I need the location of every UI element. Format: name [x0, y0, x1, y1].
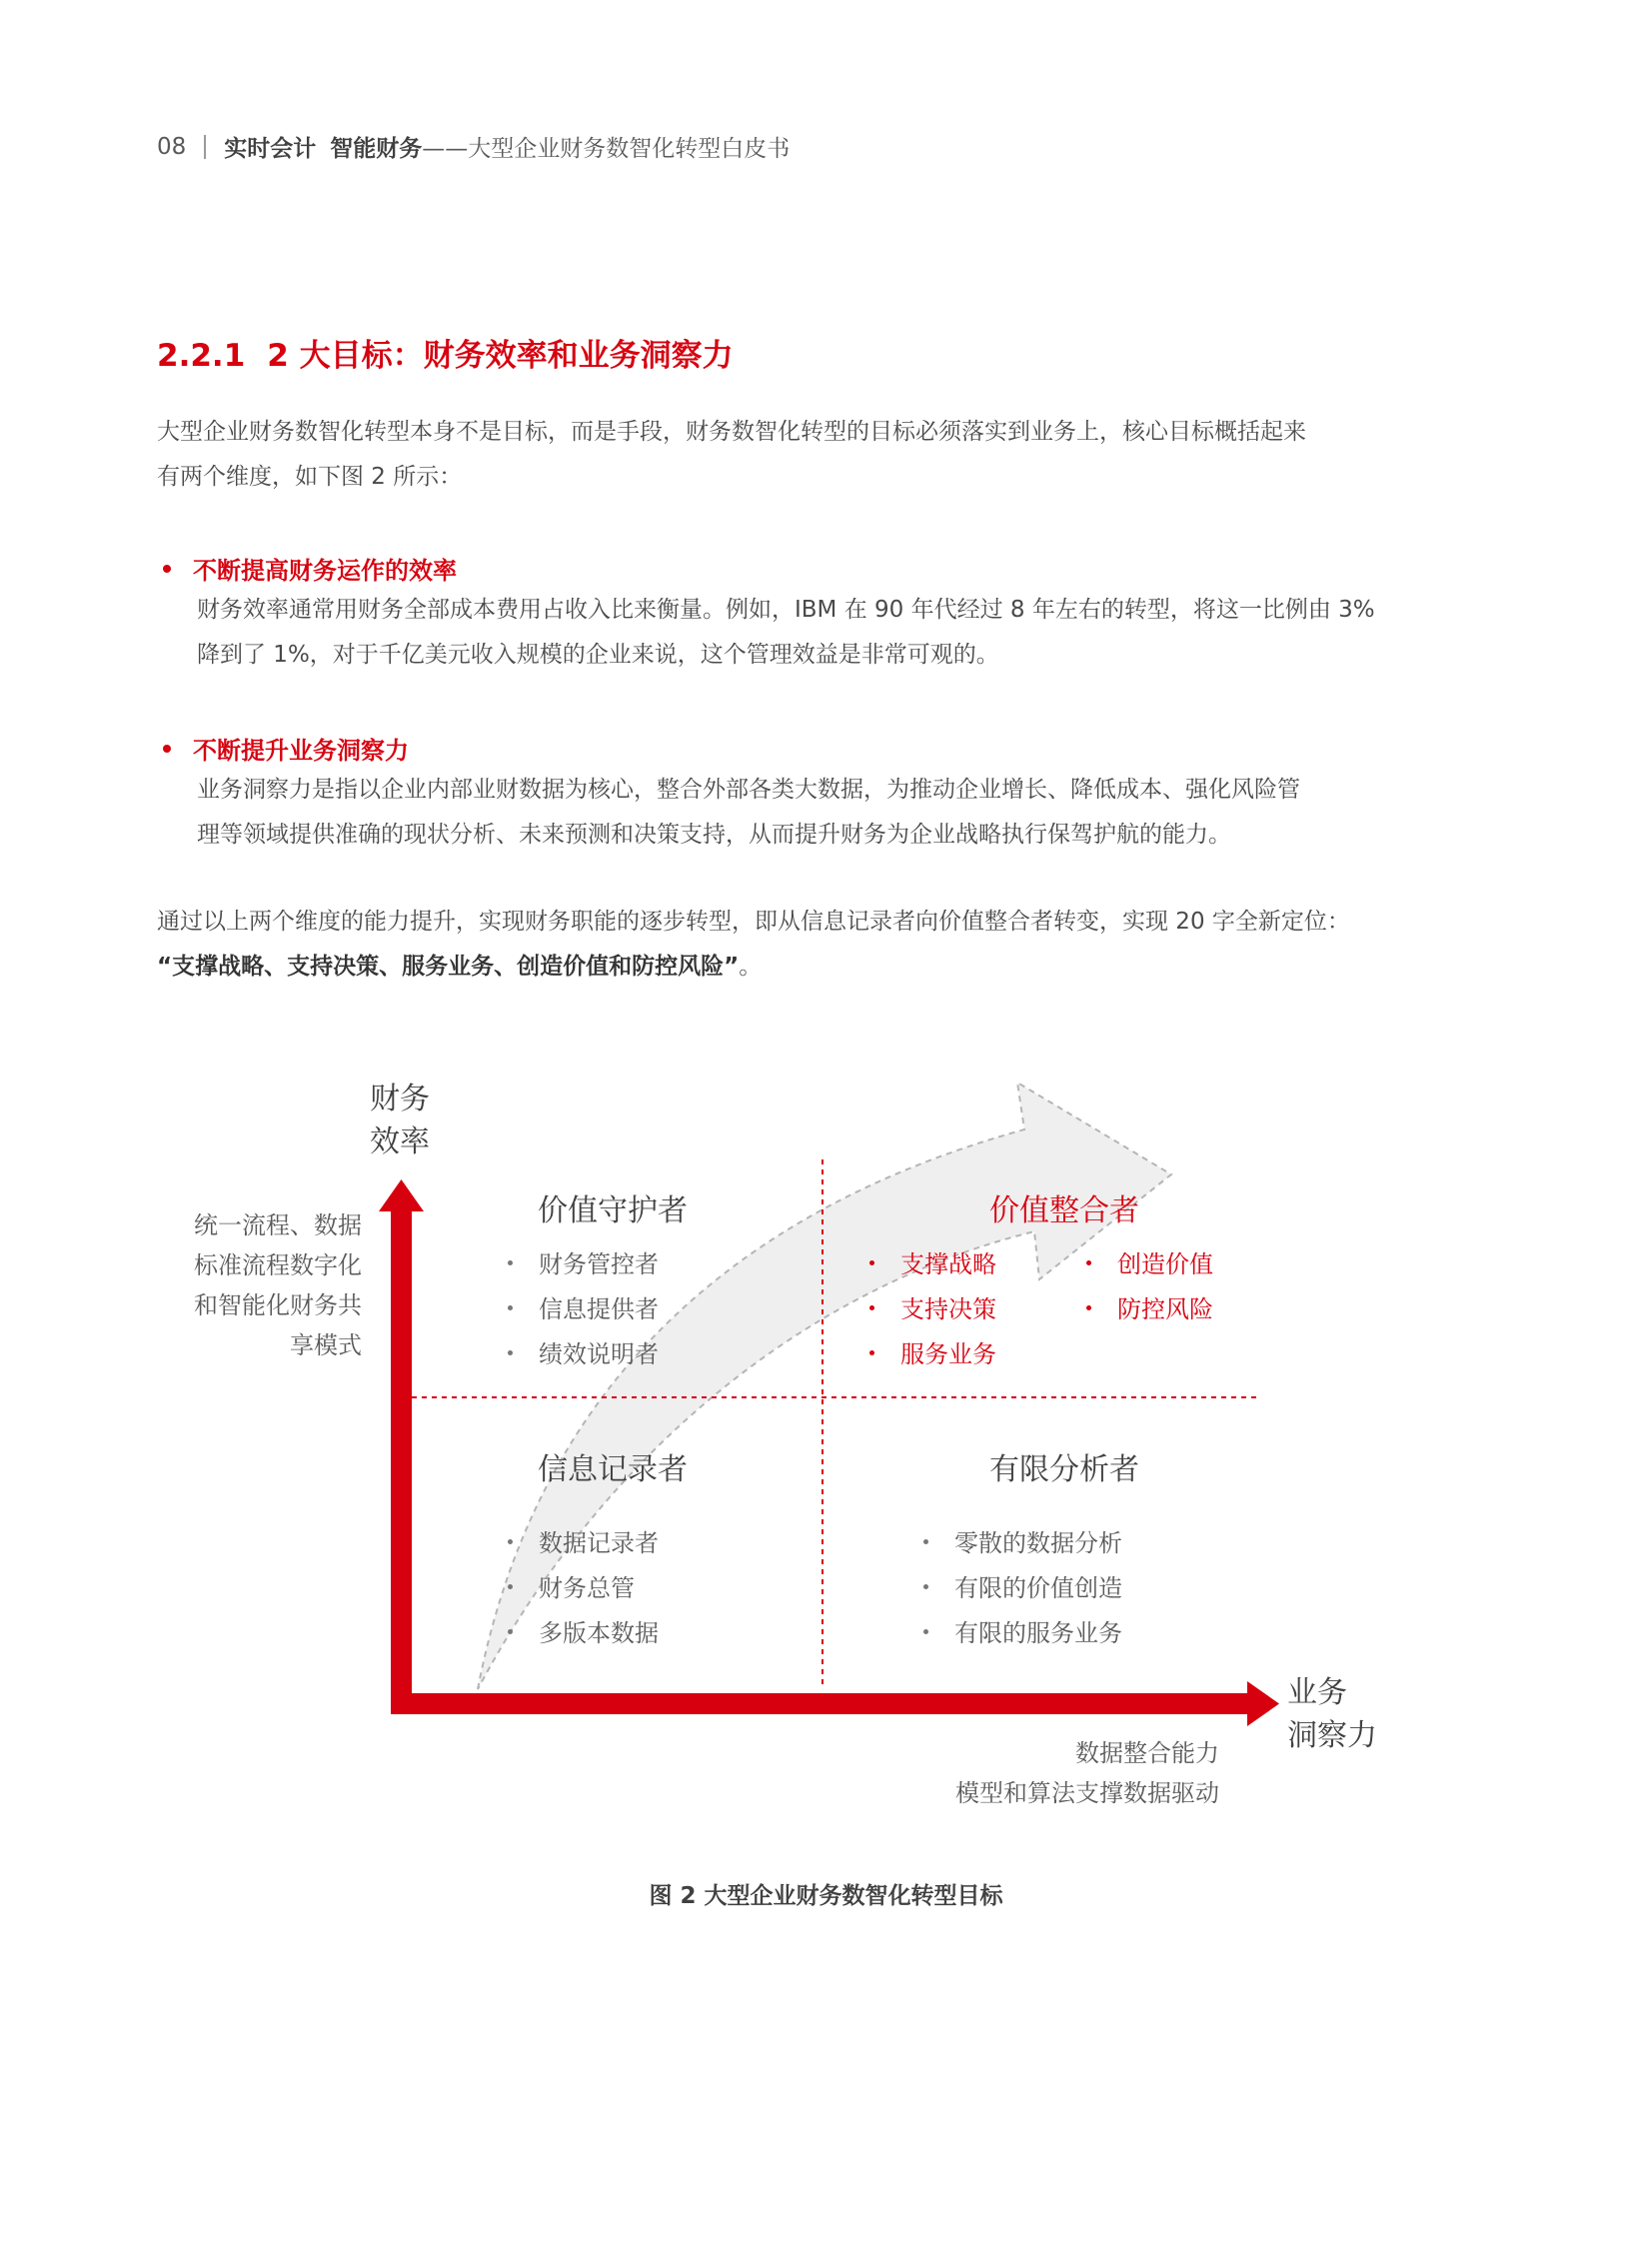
bullet-body-insight [197, 768, 1456, 858]
quadrant-title-limited-analyst: 有限分析者 [989, 1452, 1139, 1487]
header-divider [204, 135, 206, 159]
list-item: 信息提供者 [508, 1287, 659, 1332]
x-axis-label: 业务 洞察力 [1287, 1675, 1377, 1753]
y-axis-arrowhead [379, 1179, 424, 1211]
quadrant-list-info-recorder [508, 1521, 659, 1656]
conclusion-line-1: 通过以上两个维度的能力提升，实现财务职能的逐步转型，即从信息记录者向价值整合者转变，实现 20 字全新定位： [157, 909, 1350, 935]
intro-line-1: 大型企业财务数智化转型本身不是目标，而是手段，财务数智化转型的目标必须落实到业务上，核心目标概括起来 [157, 419, 1306, 445]
intro-paragraph [157, 410, 1476, 500]
quadrant-title-value-guardian: 价值守护者 [538, 1193, 688, 1228]
x-axis-arrowhead [1247, 1681, 1279, 1726]
list-item: 零散的数据分析 [923, 1521, 1122, 1566]
quadrant-list-limited-analyst [923, 1521, 1122, 1656]
y-axis [391, 1209, 412, 1714]
y-axis-note: 统一流程、数据 标准流程数字化 和智能化财务共 享模式 [194, 1211, 362, 1359]
list-item: 多版本数据 [508, 1611, 659, 1656]
list-item: 财务管控者 [508, 1242, 659, 1287]
conclusion-paragraph [157, 900, 1476, 990]
section-title: 2 大目标：财务效率和业务洞察力 [267, 338, 734, 374]
header-title-bold-1: 实时会计 [224, 136, 317, 162]
list-item: 财务总管 [508, 1566, 659, 1611]
bullet-body-efficiency [197, 588, 1456, 678]
section-heading [157, 330, 734, 375]
bullet-dot [163, 565, 171, 573]
intro-line-2: 有两个维度，如下图 2 所示： [157, 464, 463, 490]
bullet-1-line-1: 财务效率通常用财务全部成本费用占收入比来衡量。例如，IBM 在 90 年代经过 8 年左右的转型，将这一比例由 3% [197, 597, 1375, 623]
list-item: 支持决策 [869, 1287, 996, 1332]
quadrant-list-value-integrator-1 [869, 1242, 996, 1377]
bullet-1-line-2: 降到了 1%，对于千亿美元收入规模的企业来说，这个管理效益是非常可观的。 [197, 642, 999, 668]
quadrant-list-value-integrator-2 [1086, 1242, 1213, 1332]
bullet-2-line-2: 理等领域提供准确的现状分析、未来预测和决策支持，从而提升财务为企业战略执行保驾护航的能力。 [197, 822, 1231, 848]
section-number: 2.2.1 [157, 338, 246, 374]
quadrant-list-value-guardian [508, 1242, 659, 1377]
bullet-title-insight: 不断提升业务洞察力 [163, 731, 409, 766]
y-axis-label: 财务 效率 [370, 1082, 430, 1159]
list-item: 有限的价值创造 [923, 1566, 1122, 1611]
header-title-bold-2: 智能财务 [330, 136, 423, 162]
conclusion-line-2: “支撑战略、支持决策、服务业务、创造价值和防控风险”。 [157, 954, 763, 980]
bullet-2-line-1: 业务洞察力是指以企业内部业财数据为核心，整合外部各类大数据，为推动企业增长、降低成本、强化风险管 [197, 777, 1300, 803]
bullet-dot [163, 745, 171, 753]
list-item: 服务业务 [869, 1332, 996, 1377]
list-item: 支撑战略 [869, 1242, 996, 1287]
list-item: 数据记录者 [508, 1521, 659, 1566]
page-number: 08 [157, 133, 187, 160]
x-axis-note: 数据整合能力 模型和算法支撑数据驱动 [955, 1739, 1219, 1807]
x-axis [391, 1693, 1250, 1714]
header-title-rest: ——大型企业财务数智化转型白皮书 [422, 136, 791, 162]
list-item: 有限的服务业务 [923, 1611, 1122, 1656]
list-item: 创造价值 [1086, 1242, 1213, 1287]
quadrant-title-info-recorder: 信息记录者 [538, 1452, 688, 1487]
list-item: 绩效说明者 [508, 1332, 659, 1377]
bullet-title-efficiency: 不断提高财务运作的效率 [163, 551, 457, 586]
quadrant-title-value-integrator: 价值整合者 [989, 1193, 1139, 1228]
figure-caption: 图 2 大型企业财务数智化转型目标 [649, 1883, 1003, 1909]
running-header [157, 130, 790, 163]
list-item: 防控风险 [1086, 1287, 1213, 1332]
